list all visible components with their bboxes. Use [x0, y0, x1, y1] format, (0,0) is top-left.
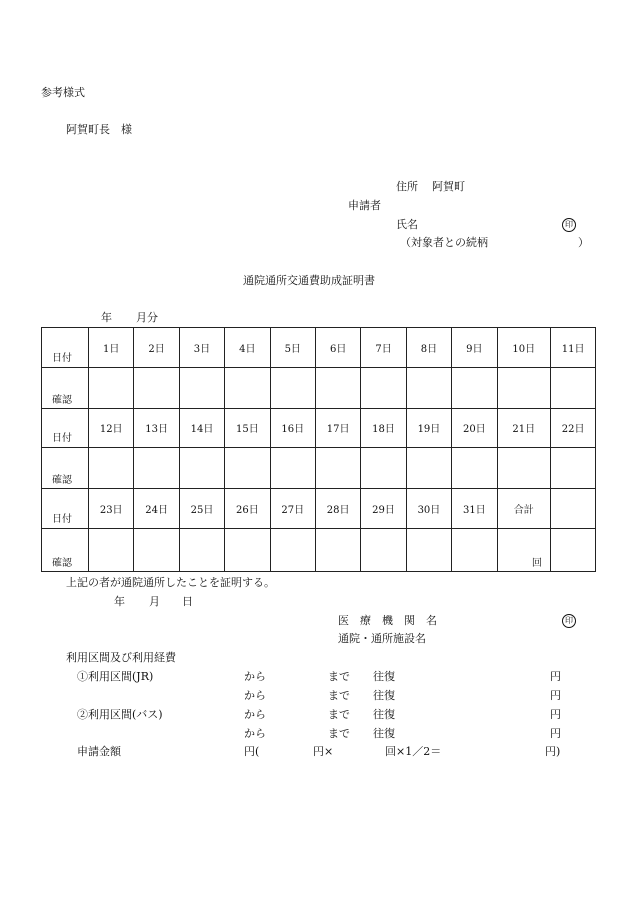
check-cell[interactable] — [550, 528, 595, 571]
date-cell: 17日 — [315, 408, 360, 448]
check-cell[interactable] — [452, 528, 497, 571]
date-cell: 9日 — [452, 328, 497, 368]
check-cell[interactable] — [497, 448, 550, 489]
check-cell[interactable] — [134, 448, 179, 489]
date-row-label: 日付 — [42, 328, 89, 368]
date-cell: 23日 — [89, 489, 134, 529]
routes-heading: 利用区間及び利用経費 — [66, 651, 176, 664]
check-cell[interactable] — [406, 528, 451, 571]
check-cell[interactable] — [361, 367, 406, 408]
yen-label: 円 — [550, 670, 561, 683]
check-cell[interactable] — [497, 367, 550, 408]
date-cell: 12日 — [89, 408, 134, 448]
date-cell: 26日 — [225, 489, 270, 529]
date-cell — [550, 489, 595, 529]
period-month: 月分 — [136, 311, 158, 324]
name-label: 氏名 — [396, 218, 418, 231]
check-cell[interactable] — [315, 448, 360, 489]
check-cell[interactable] — [452, 367, 497, 408]
check-cell[interactable] — [315, 528, 360, 571]
date-cell: 29日 — [361, 489, 406, 529]
date-cell: 8日 — [406, 328, 451, 368]
date-cell: 16日 — [270, 408, 315, 448]
certification-statement: 上記の者が通院通所したことを証明する。 — [66, 576, 275, 589]
amount-label: 申請金額 — [77, 745, 121, 758]
to-label: まで — [328, 670, 350, 683]
check-cell[interactable] — [225, 367, 270, 408]
date-row-label: 日付 — [42, 489, 89, 529]
cert-day: 日 — [182, 595, 193, 608]
date-cell: 21日 — [497, 408, 550, 448]
date-cell: 1日 — [89, 328, 134, 368]
relation-label: （対象者との続柄 — [400, 236, 488, 249]
date-cell: 25日 — [179, 489, 224, 529]
check-cell[interactable] — [225, 528, 270, 571]
date-cell: 22日 — [550, 408, 595, 448]
address-label: 住所 — [396, 180, 418, 193]
applicant-role-label: 申請者 — [348, 199, 381, 212]
date-cell: 19日 — [406, 408, 451, 448]
bus-route-label: ②利用区間(バス) — [77, 708, 163, 721]
date-cell: 13日 — [134, 408, 179, 448]
date-cell: 15日 — [225, 408, 270, 448]
attendance-calendar — [41, 327, 596, 572]
date-cell: 18日 — [361, 408, 406, 448]
to-label: まで — [328, 708, 350, 721]
jr-route-label: ①利用区間(JR) — [77, 670, 154, 683]
date-cell: 28日 — [315, 489, 360, 529]
from-label: から — [244, 670, 266, 683]
total-label-cell: 合計 — [497, 489, 550, 529]
date-row-label: 日付 — [42, 408, 89, 448]
addressee: 阿賀町長 様 — [66, 123, 132, 136]
round-trip-label: 往復 — [373, 727, 395, 740]
facility-label: 通院・通所施設名 — [338, 632, 426, 645]
date-cell: 5日 — [270, 328, 315, 368]
form-label: 参考様式 — [41, 86, 85, 99]
from-label: から — [244, 689, 266, 702]
to-label: まで — [328, 689, 350, 702]
date-cell: 10日 — [497, 328, 550, 368]
institution-label: 医 療 機 関 名 — [338, 614, 437, 627]
date-cell: 20日 — [452, 408, 497, 448]
amount-part2: 円× — [313, 745, 334, 758]
cert-month: 月 — [149, 595, 160, 608]
check-cell[interactable] — [361, 448, 406, 489]
to-label: まで — [328, 727, 350, 740]
date-cell: 30日 — [406, 489, 451, 529]
check-cell[interactable] — [406, 448, 451, 489]
check-cell[interactable] — [179, 367, 224, 408]
date-cell: 3日 — [179, 328, 224, 368]
from-label: から — [244, 708, 266, 721]
date-cell: 31日 — [452, 489, 497, 529]
check-cell[interactable] — [315, 367, 360, 408]
institution-seal-mark: 印 — [562, 614, 576, 628]
amount-part3: 回×1／2＝ — [385, 745, 442, 758]
round-trip-label: 往復 — [373, 708, 395, 721]
check-cell[interactable] — [270, 367, 315, 408]
date-cell: 27日 — [270, 489, 315, 529]
page-title: 通院通所交通費助成証明書 — [243, 274, 375, 287]
round-trip-label: 往復 — [373, 689, 395, 702]
check-cell[interactable] — [179, 448, 224, 489]
applicant-seal-mark: 印 — [562, 218, 576, 232]
calendar-check-row — [42, 367, 596, 408]
date-cell: 7日 — [361, 328, 406, 368]
check-cell[interactable] — [225, 448, 270, 489]
yen-label: 円 — [550, 727, 561, 740]
period-year: 年 — [101, 311, 112, 324]
calendar-date-row — [42, 489, 596, 529]
yen-label: 円 — [550, 708, 561, 721]
check-cell[interactable] — [134, 367, 179, 408]
relation-close: ） — [578, 236, 589, 249]
check-cell[interactable] — [179, 528, 224, 571]
check-cell[interactable] — [89, 367, 134, 408]
calendar-check-row — [42, 528, 596, 571]
check-cell[interactable] — [134, 528, 179, 571]
calendar-date-row — [42, 408, 596, 448]
check-row-label: 確認 — [42, 528, 89, 571]
total-count-cell[interactable]: 回 — [497, 528, 550, 571]
cert-year: 年 — [114, 595, 125, 608]
date-cell: 2日 — [134, 328, 179, 368]
check-row-label: 確認 — [42, 367, 89, 408]
calendar-check-row — [42, 448, 596, 489]
check-cell[interactable] — [270, 528, 315, 571]
date-cell: 24日 — [134, 489, 179, 529]
check-cell[interactable] — [550, 367, 595, 408]
check-cell[interactable] — [89, 528, 134, 571]
date-cell: 6日 — [315, 328, 360, 368]
check-cell[interactable] — [361, 528, 406, 571]
date-cell: 14日 — [179, 408, 224, 448]
yen-label: 円 — [550, 689, 561, 702]
amount-part4: 円) — [545, 745, 561, 758]
check-row-label: 確認 — [42, 448, 89, 489]
date-cell: 11日 — [550, 328, 595, 368]
check-cell[interactable] — [270, 448, 315, 489]
from-label: から — [244, 727, 266, 740]
address-value: 阿賀町 — [432, 180, 465, 193]
round-trip-label: 往復 — [373, 670, 395, 683]
calendar-date-row — [42, 328, 596, 368]
check-cell[interactable] — [550, 448, 595, 489]
check-cell[interactable] — [89, 448, 134, 489]
amount-part1: 円( — [244, 745, 260, 758]
check-cell[interactable] — [452, 448, 497, 489]
check-cell[interactable] — [406, 367, 451, 408]
date-cell: 4日 — [225, 328, 270, 368]
